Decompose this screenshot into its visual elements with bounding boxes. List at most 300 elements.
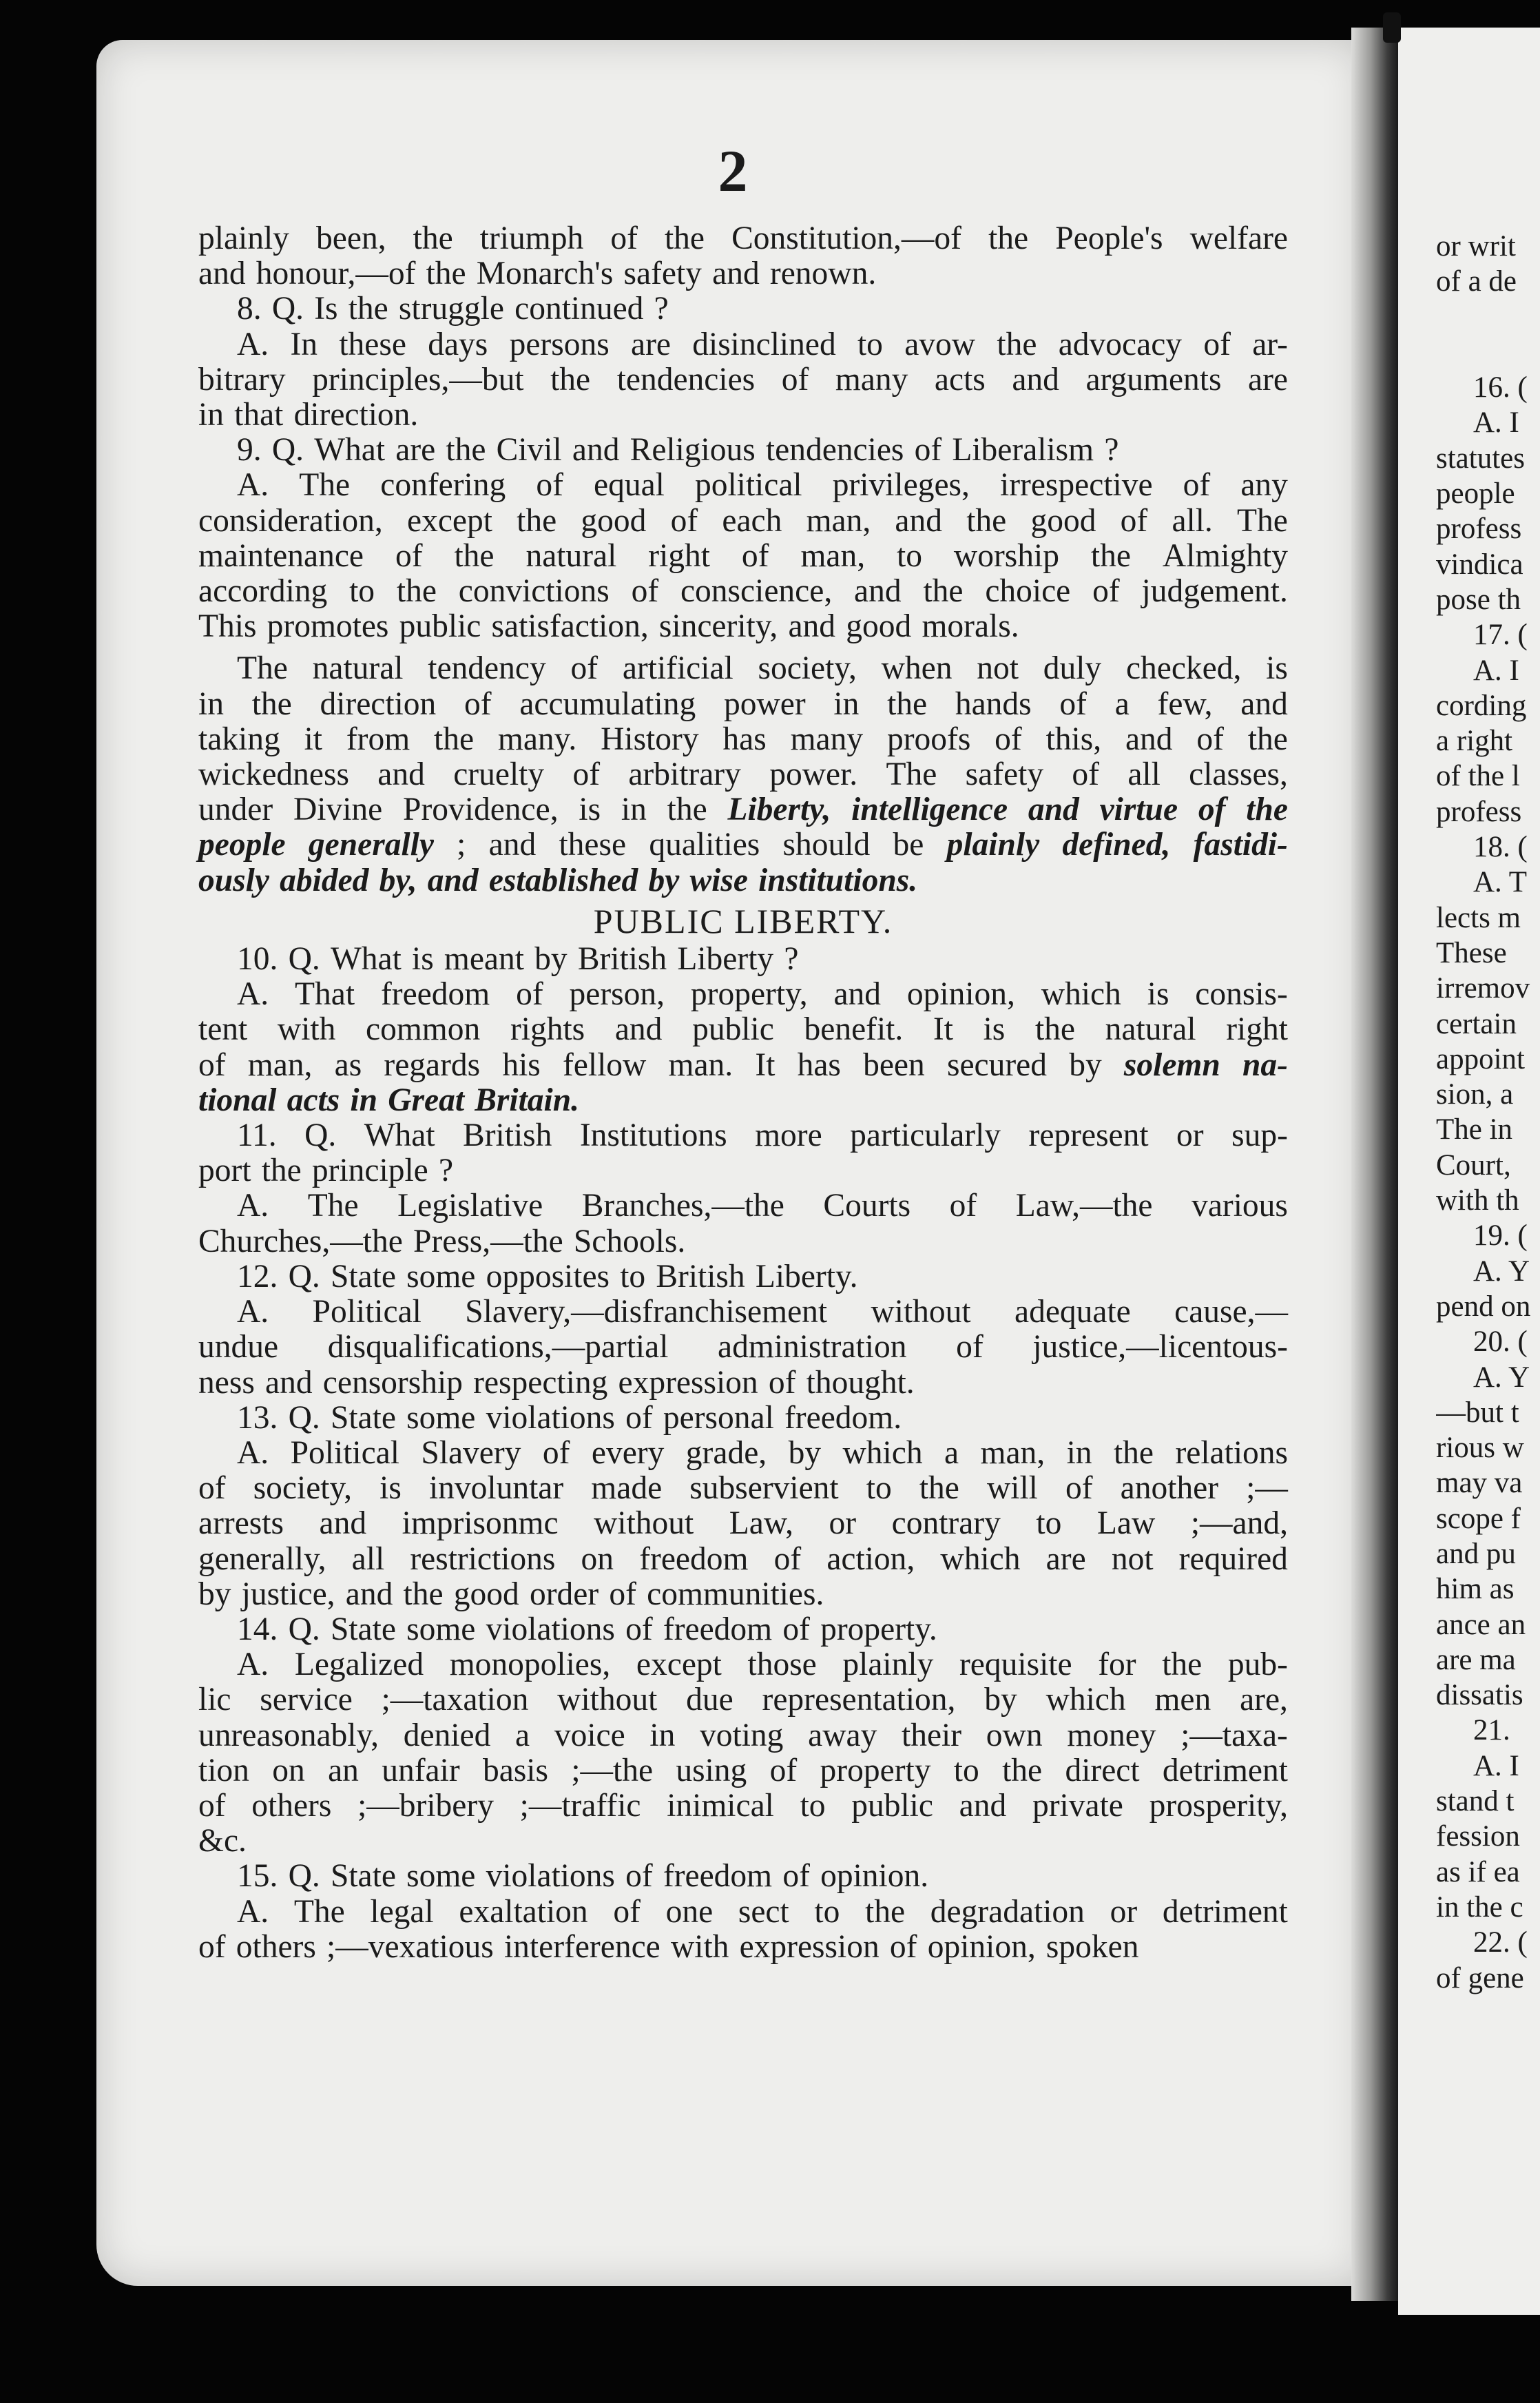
right-column-line: Court,	[1436, 1148, 1511, 1182]
word: and	[488, 827, 537, 863]
text-line	[198, 609, 1288, 644]
word: some	[406, 1258, 476, 1295]
word: A.	[237, 467, 269, 504]
word: Monarch's	[476, 256, 614, 292]
word: common	[366, 1011, 481, 1048]
word: involuntar	[428, 1470, 564, 1507]
right-column-line: people	[1436, 477, 1515, 510]
word: of	[1203, 326, 1231, 362]
word: the	[664, 220, 705, 256]
right-column-line: 20. (	[1473, 1326, 1528, 1359]
word: with	[670, 1928, 729, 1965]
right-column-line: sion, a	[1436, 1078, 1514, 1111]
word: natural	[526, 537, 617, 574]
word: na-	[1242, 1046, 1288, 1083]
word: ously	[198, 862, 269, 898]
text-line	[198, 1365, 1288, 1401]
word: cause,—	[1174, 1294, 1288, 1330]
word: It	[933, 1011, 953, 1048]
word: voting	[700, 1717, 784, 1753]
word: violations	[486, 1399, 615, 1436]
word: of	[1092, 573, 1120, 610]
word: A.	[237, 1893, 269, 1930]
word: Liberalism	[952, 432, 1094, 468]
word: the	[966, 502, 1007, 539]
word: maintenance	[198, 537, 364, 574]
paragraph	[198, 1118, 1288, 1188]
word: Britain.	[475, 1082, 580, 1118]
word: irrespective	[1000, 467, 1153, 504]
word: political	[694, 467, 802, 504]
word: of	[536, 467, 563, 504]
word: fellow	[562, 1046, 647, 1083]
word: satisfaction,	[491, 608, 649, 645]
word: State	[330, 1399, 396, 1436]
word: is	[1266, 650, 1288, 687]
word: property,	[690, 976, 808, 1013]
word: Q.	[288, 941, 320, 978]
word: days	[428, 326, 488, 362]
word: People's	[1055, 220, 1163, 256]
word: to	[814, 1893, 840, 1930]
text-line	[198, 1118, 1288, 1153]
word: men	[1154, 1682, 1211, 1718]
word: opinion,	[927, 1928, 1036, 1965]
right-column-line: The in	[1436, 1113, 1513, 1146]
word: money	[1067, 1717, 1156, 1753]
word: that	[234, 397, 284, 433]
word: without	[594, 1505, 694, 1542]
word: lic	[198, 1682, 231, 1718]
word: the	[413, 220, 453, 256]
paragraph	[198, 468, 1288, 644]
text-line	[198, 1612, 1288, 1647]
word: Political	[290, 1434, 399, 1471]
word: duly	[1043, 650, 1102, 687]
text-line	[198, 504, 1288, 539]
word: ;—and,	[1190, 1505, 1288, 1542]
word: the	[454, 537, 495, 574]
word: principle	[311, 1153, 428, 1189]
word: cruelty	[453, 756, 545, 793]
word: to	[349, 573, 375, 610]
word: British	[463, 1117, 552, 1154]
word: of	[956, 1329, 984, 1365]
right-column-line: A. I	[1473, 654, 1519, 687]
word: in	[649, 1717, 676, 1753]
word: restrictions	[410, 1540, 556, 1577]
right-column-line: irremov	[1436, 972, 1530, 1005]
word: of	[914, 432, 942, 468]
word: intelligence	[851, 792, 1008, 828]
word: will	[986, 1470, 1038, 1507]
word: which	[940, 1540, 1021, 1577]
word: State	[330, 1611, 396, 1647]
word: generally,	[198, 1540, 326, 1577]
word: Liberty.	[755, 1258, 858, 1295]
right-column-line: lects m	[1436, 901, 1521, 934]
word: tional	[198, 1082, 277, 1118]
paragraph	[198, 1436, 1288, 1612]
word: direction	[320, 685, 437, 722]
word: Legislative	[397, 1188, 543, 1224]
paragraph	[198, 291, 1288, 327]
word: others	[236, 1928, 316, 1965]
word: action,	[826, 1540, 915, 1577]
word: meant	[444, 941, 524, 978]
text-line	[198, 1577, 1288, 1612]
word: Law	[1096, 1505, 1156, 1542]
word: A.	[237, 326, 269, 362]
right-column-line: him as	[1436, 1573, 1515, 1606]
word: particularly	[850, 1117, 1001, 1154]
word: renown.	[769, 256, 877, 292]
word: The	[1237, 502, 1288, 539]
text-line	[198, 1224, 1288, 1259]
word: promotes	[267, 608, 389, 645]
right-column-line: 17. (	[1473, 619, 1528, 652]
word: any	[1240, 467, 1288, 504]
word: ;—taxa-	[1180, 1717, 1288, 1753]
word: of	[782, 1611, 810, 1647]
word: monopolies,	[449, 1647, 611, 1683]
word: power	[723, 685, 806, 722]
word: and	[265, 1364, 313, 1401]
word: good	[1030, 502, 1096, 539]
right-column-line: stand t	[1436, 1785, 1515, 1818]
word: to	[897, 537, 922, 574]
word: benefit.	[804, 1011, 904, 1048]
text-line	[198, 942, 1288, 977]
word: The	[293, 1893, 345, 1930]
word: and	[319, 1505, 367, 1542]
word: own	[986, 1717, 1043, 1753]
word: A.	[237, 976, 269, 1013]
word: made	[591, 1470, 663, 1507]
word: of	[610, 220, 638, 256]
section-heading: PUBLIC LIBERTY.	[593, 901, 893, 940]
word: freedom	[663, 1858, 773, 1895]
text-line	[198, 256, 1288, 291]
word: plainly	[946, 827, 1040, 863]
paragraph	[198, 644, 1288, 898]
right-column-line: dissatis	[1436, 1679, 1523, 1712]
word: 8.	[237, 291, 262, 327]
word: Churches,—the	[198, 1223, 403, 1259]
word: a	[944, 1434, 959, 1471]
right-column-line: of gene	[1436, 1961, 1524, 1994]
text-line	[198, 651, 1288, 686]
word: each	[722, 502, 782, 539]
word: wickedness	[198, 756, 349, 793]
right-column-line: 19. (	[1473, 1219, 1528, 1252]
right-column-line: 18. (	[1473, 831, 1528, 864]
word: administration	[718, 1329, 907, 1365]
word: the	[517, 502, 557, 539]
right-column-line: A. T	[1473, 866, 1528, 899]
word: honour,—of	[256, 256, 416, 292]
word: or	[1176, 1117, 1204, 1154]
right-column-line: are ma	[1436, 1643, 1516, 1676]
word: when	[881, 650, 953, 687]
word: good	[453, 1576, 519, 1612]
word: disqualifications,—partial	[327, 1329, 669, 1365]
word: fastidi-	[1193, 827, 1288, 863]
word: rights	[510, 1011, 585, 1048]
book-gutter	[1351, 28, 1399, 2301]
word: and	[854, 573, 902, 610]
word: the	[667, 792, 707, 828]
word: That	[295, 976, 355, 1013]
right-column-line: 22. (	[1473, 1926, 1528, 1959]
word: The	[237, 650, 288, 687]
word: ?	[438, 1153, 454, 1189]
word: bitrary	[198, 361, 286, 398]
word: tendencies	[765, 432, 904, 468]
word: or	[829, 1505, 857, 1542]
word: hands	[955, 685, 1032, 722]
word: detriment	[1162, 1893, 1288, 1930]
word: by	[788, 1434, 822, 1471]
word: abided	[280, 862, 369, 898]
word: the	[396, 573, 437, 610]
word: service	[260, 1682, 353, 1718]
word: of	[1183, 467, 1211, 504]
word: ;—bribery	[357, 1787, 494, 1824]
word: of	[773, 1540, 802, 1577]
word: voice	[554, 1717, 625, 1753]
word: and	[895, 502, 943, 539]
word: and	[1012, 361, 1059, 398]
text-line	[198, 1930, 1288, 1965]
text-line	[198, 1753, 1288, 1788]
word: Law,	[729, 1505, 793, 1542]
text-line	[198, 398, 1288, 433]
word: represent	[1028, 1117, 1149, 1154]
right-column-line: ance an	[1436, 1608, 1526, 1641]
word: by	[648, 862, 680, 898]
word: plainly	[842, 1647, 934, 1683]
word: power.	[769, 756, 858, 793]
text-line	[198, 291, 1288, 327]
word: good	[581, 502, 647, 539]
right-column-line: These	[1436, 936, 1507, 969]
word: from	[346, 721, 410, 757]
word: In	[290, 326, 318, 362]
word: is	[379, 1470, 402, 1507]
word: acts	[934, 361, 986, 398]
text-line	[198, 1542, 1288, 1577]
right-column-line: or writ	[1436, 230, 1516, 262]
right-column-line: profess	[1436, 795, 1522, 828]
text-line	[198, 977, 1288, 1012]
word: 14.	[237, 1611, 278, 1647]
word: Religious	[629, 432, 756, 468]
word: private	[1032, 1787, 1123, 1824]
word: welfare	[1189, 220, 1288, 256]
word: arguments	[1085, 361, 1222, 398]
paragraph	[198, 1895, 1288, 1965]
word: thought.	[806, 1364, 915, 1401]
word: contrary	[891, 1505, 1001, 1542]
word: the	[1090, 537, 1131, 574]
right-column-line: —but t	[1436, 1396, 1519, 1429]
word: of	[198, 1787, 226, 1824]
word: ;—the	[571, 1752, 654, 1788]
word: the	[988, 220, 1029, 256]
word: man,	[800, 537, 866, 574]
word: struggle	[398, 291, 504, 327]
word: all	[1127, 756, 1161, 793]
word: ?	[784, 941, 799, 978]
word: Almighty	[1162, 537, 1288, 574]
word: Providence,	[403, 792, 559, 828]
word: secured	[946, 1046, 1048, 1083]
word: Civil	[496, 432, 562, 468]
paragraph	[198, 1295, 1288, 1401]
word: representation,	[762, 1682, 956, 1718]
word: these	[339, 326, 406, 362]
word: of	[889, 1928, 917, 1965]
word: communities.	[647, 1576, 824, 1612]
word: various	[1192, 1188, 1288, 1224]
word: ;—vexatious	[326, 1928, 494, 1965]
word: Branches,—the	[581, 1188, 784, 1224]
word: Divine	[293, 792, 383, 828]
word: arbitrary	[628, 756, 741, 793]
word: direction.	[293, 397, 419, 433]
word: Schools.	[573, 1223, 686, 1259]
word: ?	[654, 291, 669, 327]
word: 12.	[237, 1258, 278, 1295]
word: safety	[623, 256, 702, 292]
right-column-line: A. Y	[1473, 1361, 1530, 1394]
word: The	[886, 756, 937, 793]
word: to	[620, 1258, 646, 1295]
word: of	[613, 1893, 641, 1930]
word: of	[1198, 792, 1226, 828]
word: people	[198, 827, 286, 863]
text-line	[198, 1295, 1288, 1330]
word: right	[648, 537, 710, 574]
right-column-line: of a de	[1436, 265, 1517, 298]
word: opinion.	[820, 1858, 929, 1895]
word: more	[755, 1117, 822, 1154]
word: except	[406, 502, 492, 539]
word: are	[630, 326, 671, 362]
word: safety	[965, 756, 1044, 793]
word: man,	[806, 502, 871, 539]
word: right	[1226, 1011, 1288, 1048]
word: is	[579, 792, 601, 828]
word: solemn	[1123, 1046, 1220, 1083]
word: tion	[198, 1752, 249, 1788]
word: required	[1178, 1540, 1288, 1577]
word: Great	[388, 1082, 465, 1118]
word: violations	[486, 1611, 615, 1647]
text-line	[198, 1012, 1288, 1047]
word: of	[609, 1576, 636, 1612]
word: many	[835, 361, 908, 398]
word: tendency	[428, 650, 546, 687]
text-line	[198, 1436, 1288, 1471]
right-column-line: of the l	[1436, 760, 1520, 793]
word: tendencies	[616, 361, 756, 398]
word: Courts	[823, 1188, 911, 1224]
word: of	[769, 1752, 798, 1788]
word: be	[893, 827, 924, 863]
paragraph	[198, 942, 1288, 977]
word: and	[614, 1011, 663, 1048]
word: respecting	[473, 1364, 608, 1401]
word: Q.	[304, 1117, 337, 1154]
word: ness	[198, 1364, 255, 1401]
right-column-line: with th	[1436, 1184, 1519, 1217]
right-column-line	[1436, 300, 1540, 335]
word: undue	[198, 1329, 279, 1365]
word: Liberty	[677, 941, 774, 978]
word: &c.	[198, 1823, 247, 1859]
right-column-line: profess	[1436, 513, 1522, 546]
word: convictions	[458, 573, 610, 610]
word: judgement.	[1141, 573, 1288, 610]
word: to	[800, 1787, 826, 1824]
word: choice	[985, 573, 1071, 610]
word: property	[820, 1752, 931, 1788]
right-column-line: certain	[1436, 1007, 1517, 1040]
text-line	[198, 1506, 1288, 1541]
word: continued	[514, 291, 644, 327]
word: grade,	[685, 1434, 767, 1471]
word: conscience,	[680, 573, 833, 610]
word: imprisonmc	[402, 1505, 559, 1542]
word: public	[692, 1011, 774, 1048]
right-column-line: in the c	[1436, 1890, 1523, 1924]
right-column-line: rious w	[1436, 1432, 1524, 1465]
word: of	[1072, 756, 1099, 793]
right-page-text	[1436, 229, 1540, 1996]
word: State	[330, 1858, 396, 1895]
word: of	[949, 1188, 977, 1224]
text-line	[198, 1259, 1288, 1295]
word: the	[865, 1893, 906, 1930]
word: This	[198, 608, 257, 645]
text-body-intro	[198, 221, 1288, 898]
right-column-line: A. I	[1473, 1749, 1519, 1782]
word: subservient	[689, 1470, 839, 1507]
text-line	[198, 1153, 1288, 1188]
word: is	[412, 941, 434, 978]
word: using	[676, 1752, 747, 1788]
word: legal	[370, 1893, 434, 1930]
word: equal	[594, 467, 665, 504]
word: morals.	[922, 608, 1019, 645]
word: sup-	[1231, 1117, 1288, 1154]
word: in	[1066, 1434, 1092, 1471]
word: for	[1098, 1647, 1136, 1683]
word: and	[345, 1576, 393, 1612]
word: opinion,	[906, 976, 1015, 1013]
word: ;—traffic	[519, 1787, 641, 1824]
paragraph	[198, 221, 1288, 291]
word: the	[997, 326, 1037, 362]
right-column-line: as if ea	[1436, 1855, 1520, 1888]
word: or	[1110, 1893, 1138, 1930]
word: ;	[457, 827, 466, 863]
word: of	[1120, 502, 1148, 539]
word: of	[570, 650, 599, 687]
right-column-line: 16. (	[1473, 371, 1528, 404]
